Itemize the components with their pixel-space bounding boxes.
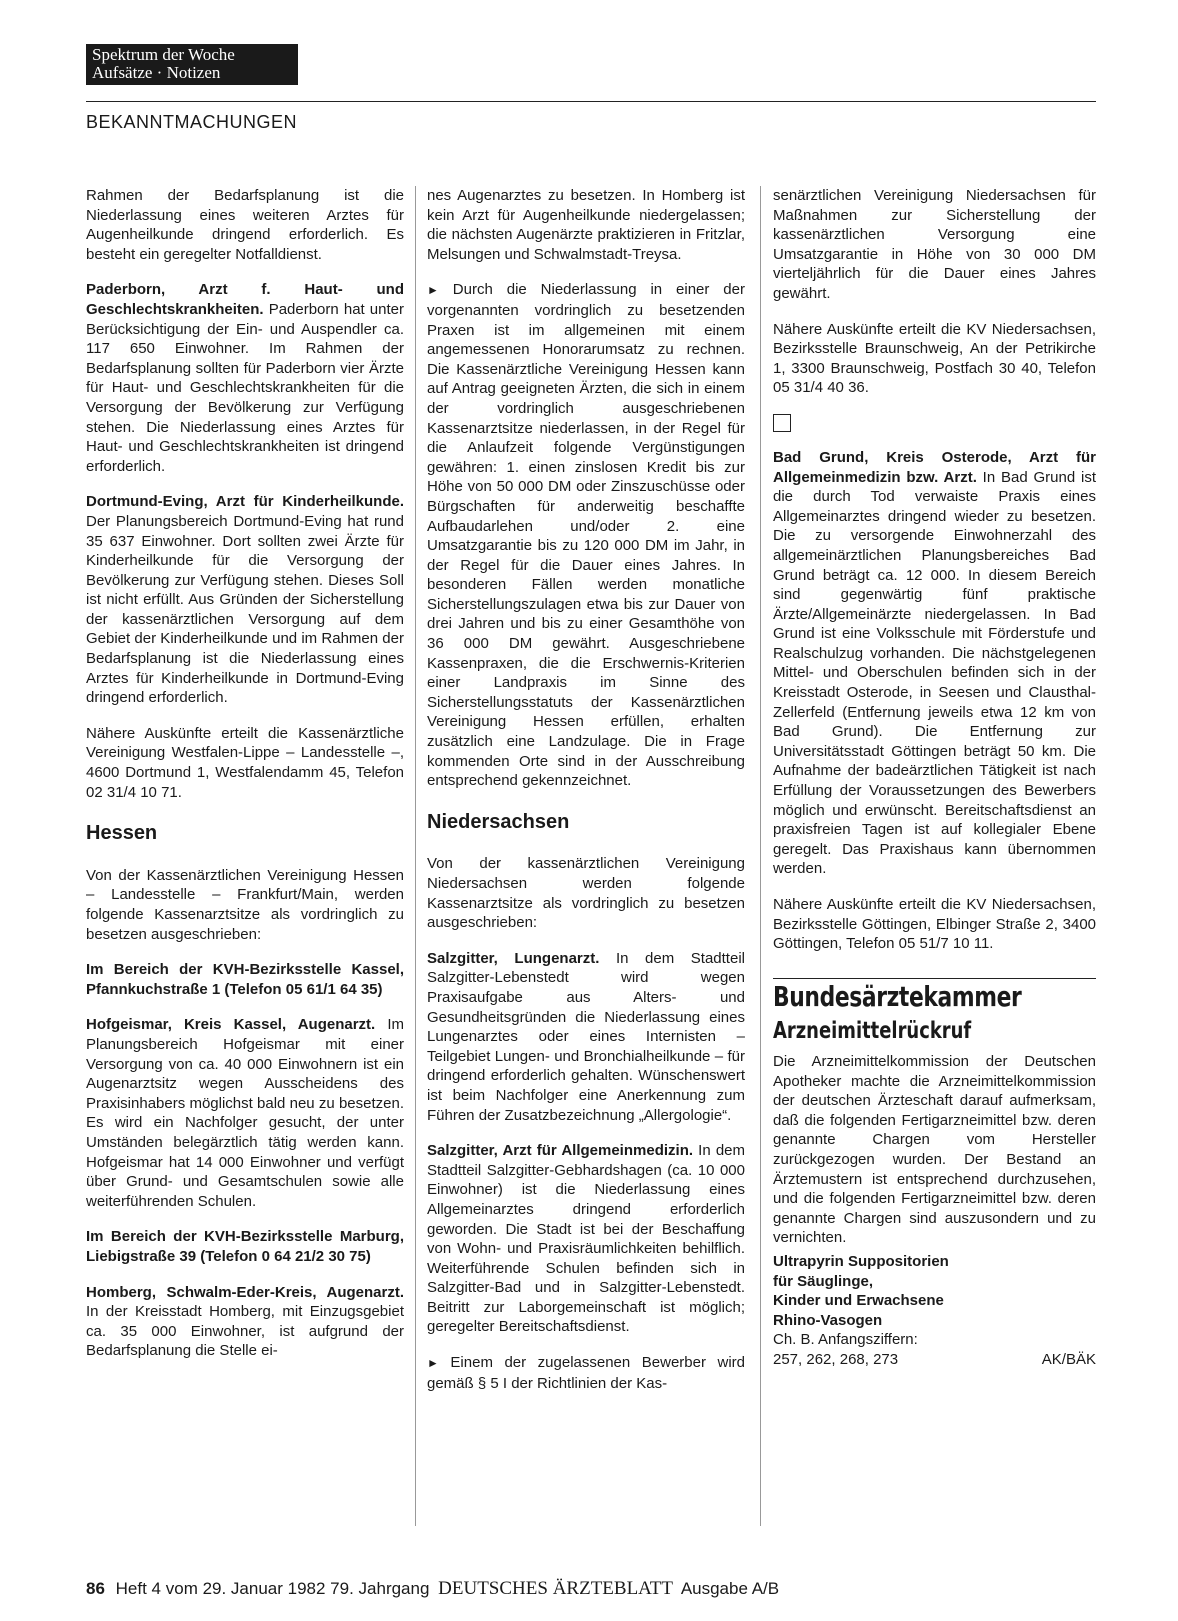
arrow-icon: ►: [427, 283, 439, 298]
batch-numbers: 257, 262, 268, 273: [773, 1350, 899, 1368]
drug-name-line: für Säuglinge,: [773, 1272, 874, 1290]
batch-label: Ch. B. Anfangsziffern:: [773, 1331, 918, 1349]
paragraph: Von der Kassenärztlichen Vereinigung Hessen – Landesstelle – Frankfurt/Main, werden folgende Kassenarztsitze als vordringlich zu besetzen ausgeschrieben:: [86, 866, 404, 943]
entry-heading: Dortmund-Eving, Arzt für Kinderheilkunde.: [86, 493, 404, 511]
page-footer: [86, 1578, 779, 1600]
column-1: [86, 186, 404, 1377]
author-signature: AK/BÄK: [1041, 1350, 1096, 1368]
paragraph: nes Augenarztes zu besetzen. In Homberg ist kein Arzt für Augenheilkunde niedergelassen; die nächsten Augenärzte praktizieren in Fritzlar, Melsungen und Schwalmstadt-Treysa.: [427, 187, 745, 263]
paragraph: [86, 1015, 404, 1211]
edition-info: Ausgabe A/B: [680, 1579, 780, 1598]
entry-heading: Salzgitter, Lungenarzt.: [427, 949, 600, 967]
entry-body: Durch die Niederlassung in einer der vorgenannten vordringlich zu besetzenden Praxen ist im allgemeinen mit einem angemessenen Honorarumsatz zu rechnen. Die Kassenärztliche Vereinigung Hessen kann auf Antrag geeigneten Ärzten, die sich in einem der vordringlich ausgeschriebenen Kassenarztsitze niederlassen, in der Regel für die Anlaufzeit folgende Vergünstigungen gewähren: 1. einen zinslosen Kredit bis zur Höhe von 50 000 DM oder Zinszuschüsse oder Bürgschaften für anderweitig beschaffte Aufbaudarlehen und/oder 2. eine Umsatzgarantie bis zu 120 000 DM im Jahr, in der Regel für die Dauer eines Jahres. In besonderen Fällen werden monatliche Sicherstellungszulagen etwa bis zur Dauer von drei Jahren und bis zu einer Gesamthöhe von 36 000 DM gewährt. Ausgeschriebene Kassenpraxen, die die Erschwernis-Kriterien einer Landpraxis im Sinne des Sicherstellungsstatuts der Kassenärztlichen Vereinigung Hessen erfüllen, erhalten zusätzlich eine Landzulage. Die in Frage kommenden Orte sind in der Ausschreibung entsprechend gekennzeichnet.: [427, 281, 745, 790]
paragraph: [86, 1227, 404, 1266]
drug-name: Rhino-Vasogen: [773, 1311, 883, 1329]
topic-heading-bundesaerztekammer: Bundesärztekammer: [773, 979, 1022, 1013]
entry-heading: Bad Grund, Kreis Osterode, Arzt für Allgemeinmedizin bzw. Arzt.: [773, 448, 1096, 486]
paragraph: [86, 960, 404, 999]
paragraph: [427, 1141, 745, 1337]
paragraph: Die Arzneimittelkommission der Deutschen Apotheker machte die Arzneimittelkommission der deutschen Ärzteschaft darauf aufmerksam, daß die folgenden Fertigarzneimittel bzw. deren genannte Chargen vom Hersteller zurückgezogen wurden. Der Bestand an Ärztemustern ist entsprechend durchzusehen, und die folgenden Fertigarzneimittel bzw. deren genannte Chargen sind auszusondern und zu vernichten.: [773, 1052, 1096, 1247]
section-label: BEKANNTMACHUNGEN: [86, 112, 298, 132]
entry-heading: Hofgeismar, Kreis Kassel, Augenarzt.: [86, 1016, 376, 1034]
entry-body: In dem Stadtteil Salzgitter-Gebhardshagen (ca. 10 000 Einwohner) ist die Niederlassung eines Allgemeinarztes dringend erforderlich geworden. Die Stadt ist bei der Beschaffung von Wohn- und Praxisräumlichkeiten behilflich. Weiterführende Schulen befinden sich in Salzgitter-Bad und in Salzgitter-Lebenstedt. Beitritt zur Laborgemeinschaft ist möglich; geregelter Bereitschaftsdienst.: [427, 1142, 746, 1336]
page-number: 86: [86, 1579, 105, 1598]
paragraph: Nähere Auskünfte erteilt die Kassenärztliche Vereinigung Westfalen-Lippe – Landesstelle –, 4600 Dortmund 1, Westfalendamm 45, Telefon 02 31/4 10 71.: [86, 724, 404, 801]
entry-body: Im Planungsbereich Hofgeismar mit einer Versorgung von ca. 40 000 Einwohnern ist ein Augenarztsitz wegen Ausscheidens des Praxisinhabers möglichst bald neu zu besetzen. Es wird ein Nachfolger gesucht, der unter Umständen belegärztlich tätig werden kann. Hofgeismar hat 14 000 Einwohner und verfügt über Grund- und Gesamtschulen sowie alle weiterführenden Schulen.: [86, 1016, 404, 1210]
column-3: [773, 186, 1096, 1369]
header-rule: [86, 101, 1096, 102]
paragraph: [427, 949, 745, 1125]
entry-body: In der Kreisstadt Homberg, mit Einzugsgebiet ca. 35 000 Einwohner, ist aufgrund der Bedarfsplanung die Stelle ei-: [86, 1303, 404, 1360]
region-heading-niedersachsen: Niedersachsen: [427, 810, 570, 833]
paragraph: [86, 492, 404, 708]
section-header-box: [86, 44, 298, 85]
entry-body: Einem der zugelassenen Bewerber wird gemäß § 5 I der Richtlinien der Kas-: [427, 1354, 745, 1392]
entry-heading: Paderborn, Arzt f. Haut- und Geschlechtskrankheiten.: [86, 281, 404, 318]
issue-info: Heft 4 vom 29. Januar 1982 79. Jahrgang: [115, 1579, 430, 1598]
entry-heading: Im Bereich der KVH-Bezirksstelle Kassel, Pfannkuchstraße 1 (Telefon 05 61/1 64 35): [86, 961, 404, 998]
entry-heading: Homberg, Schwalm-Eder-Kreis, Augenarzt.: [86, 1283, 404, 1301]
paragraph: Von der kassenärztlichen Vereinigung Niedersachsen werden folgende Kassenarztsitze als vordringlich zu besetzen ausgeschrieben:: [427, 855, 745, 932]
paragraph: [86, 280, 404, 476]
header-line-2: Aufsätze · Notizen: [92, 63, 221, 82]
masthead: DEUTSCHES ÄRZTEBLATT: [438, 1578, 674, 1599]
paragraph: Nähere Auskünfte erteilt die KV Niedersachsen, Bezirksstelle Göttingen, Elbinger Straße 2, 3400 Göttingen, Telefon 05 51/7 10 11.: [773, 896, 1096, 953]
drug-name: Ultrapyrin Suppositorien: [773, 1252, 949, 1270]
paragraph: [86, 1283, 404, 1361]
article-heading-arzneimittelrueckruf: Arzneimittelrückruf: [773, 1018, 972, 1045]
column-divider-1: [415, 186, 416, 1526]
drug-name-line: Kinder und Erwachsene: [773, 1292, 944, 1310]
topic-rule: [773, 978, 1096, 979]
entry-heading: Im Bereich der KVH-Bezirksstelle Marburg, Liebigstraße 39 (Telefon 0 64 21/2 30 75): [86, 1228, 404, 1265]
region-heading-hessen: Hessen: [86, 822, 158, 845]
column-2: [427, 186, 745, 1409]
entry-heading: Salzgitter, Arzt für Allgemeinmedizin.: [427, 1142, 694, 1160]
paragraph: Rahmen der Bedarfsplanung ist die Niederlassung eines weiteren Arztes für Augenheilkunde dringend erforderlich. Es besteht ein geregelter Notfalldienst.: [86, 187, 404, 263]
paragraph: [427, 1353, 745, 1393]
paragraph: senärztlichen Vereinigung Niedersachsen für Maßnahmen zur Sicherstellung der kassenärztlichen Versorgung eine Umsatzgarantie in Höhe von 30 000 DM vierteljährlich für die Dauer eines Jahres gewährt.: [773, 187, 1096, 302]
column-divider-2: [760, 186, 761, 1526]
end-of-section-box-icon: [773, 414, 791, 432]
paragraph: [773, 448, 1096, 879]
entry-body: Paderborn hat unter Berücksichtigung der Ein- und Auspendler ca. 117 650 Einwohner. Im Rahmen der Bedarfsplanung sollten für Paderborn vier Ärzte für Haut- und Geschlechtskrankheiten für die Versorgung der Bevölkerung zur Verfügung stehen. Die Niederlassung eines Arztes für Haut- und Geschlechtskrankheiten ist dringend erforderlich.: [86, 300, 404, 475]
drug-entry: [773, 1252, 1096, 1370]
paragraph: [427, 280, 745, 790]
entry-body: Der Planungsbereich Dortmund-Eving hat rund 35 637 Einwohner. Dort sollten zwei Ärzte für Kinderheilkunde für die Versorgung der Bevölkerung zur Verfügung stehen. Dieses Soll ist nicht erfüllt. Aus Gründen der Sicherstellung der kassenärztlichen Versorgung auf dem Gebiet der Kinderheilkunde und im Rahmen der Bedarfsplanung ist die Niederlassung eines Arztes für Kinderheilkunde in Dortmund-Eving dringend erforderlich.: [86, 512, 404, 707]
header-line-1: Spektrum der Woche: [92, 45, 235, 64]
paragraph: Nähere Auskünfte erteilt die KV Niedersachsen, Bezirksstelle Braunschweig, An der Petrikirche 1, 3300 Braunschweig, Postfach 30 40, Telefon 05 31/4 40 36.: [773, 320, 1096, 397]
arrow-icon: ►: [427, 1356, 439, 1371]
entry-body: In dem Stadtteil Salzgitter-Lebenstedt wird wegen Praxisaufgabe aus Alters- und Gesundheitsgründen die Niederlassung eines Lungenarztes oder eines Internisten – Teilgebiet Lungen- und Bronchialheilkunde – für dringend erforderlich gehalten. Wünschenswert ist beim Nachfolger eine Anerkennung zum Führen der Zusatzbezeichnung „Allergologie“.: [427, 949, 745, 1124]
entry-body: In Bad Grund ist die durch Tod verwaiste Praxis eines Allgemeinarztes dringend wieder zu besetzen. Die zu versorgende Einwohnerzahl des allgemeinärztlichen Planungsbereiches Bad Grund beträgt ca. 12 000. In diesem Bereich sind gegenwärtig fünf praktische Ärzte/Allgemeinärzte niedergelassen. In Bad Grund ist eine Volksschule mit Förderstufe und Realschulzug vorhanden. Die nächstgelegenen Mittel- und Oberschulen befinden sich in der Kreisstadt Osterode, in Seesen und Clausthal-Zellerfeld (Entfernung jeweils etwa 12 km von Bad Grund). Die Entfernung zur Universitätsstadt Göttingen beträgt 50 km. Die Aufnahme der badeärztlichen Tätigkeit ist nach Erfüllung der Voraussetzungen des Bewerbers möglich und erwünscht. Bereitschaftsdienst an praxisfreien Tagen ist auf kollegialer Ebene geregelt. Das Praxishaus kann übernommen werden.: [773, 468, 1097, 878]
